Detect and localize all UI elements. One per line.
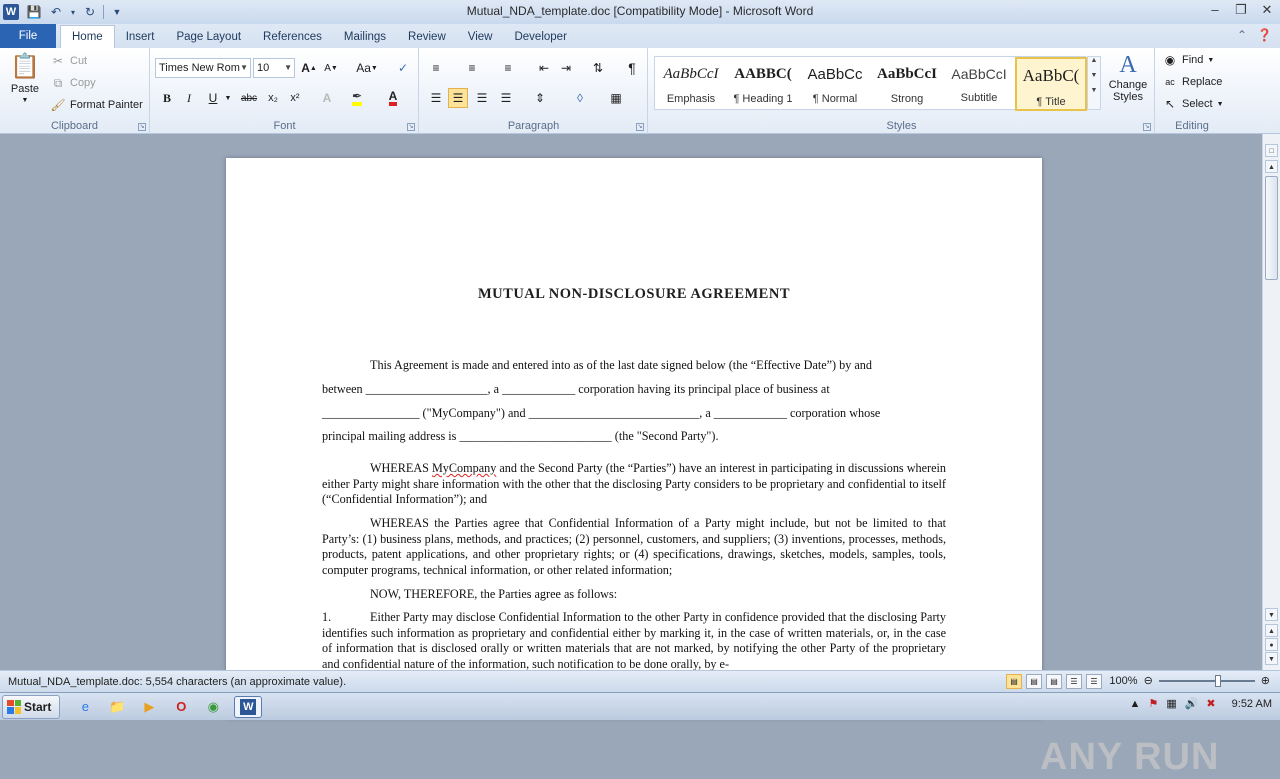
chevron-down-icon: ▼ xyxy=(370,64,378,72)
previous-page-icon[interactable]: ▲ xyxy=(1265,624,1278,637)
cursor-icon: ↖ xyxy=(1164,97,1176,111)
justify-icon[interactable]: ☰ xyxy=(500,91,512,105)
view-buttons xyxy=(1006,674,1102,689)
paragraph-clause-1: 1. Either Party may disclose Confidential Information to the other Party in confidence provided that the disclosing Party identifies such information as proprietary and confidential either by marking it, in the case of written materials, or, in the case of information that is disclosed orally or written materials that are not marked, by notifying the other Party of the proprietary and confidential nature of the information, such notification to be done orally, by e- xyxy=(322,610,946,671)
status-bar xyxy=(0,670,1280,692)
scroll-up-icon[interactable]: ▲ xyxy=(1265,160,1278,173)
start-button[interactable]: Start xyxy=(2,695,60,719)
chevron-down-icon[interactable]: ▼ xyxy=(224,94,232,102)
zoom-out-icon[interactable]: ⊖ xyxy=(1143,675,1153,687)
chevron-down-icon: ▼ xyxy=(1207,56,1215,64)
tab-references[interactable]: References xyxy=(263,31,322,43)
select-button[interactable]: ↖ Select ▼ xyxy=(1162,96,1224,112)
styles-label: Styles xyxy=(886,120,917,132)
borders-icon[interactable]: ▦ xyxy=(610,91,622,105)
tab-page-layout[interactable]: Page Layout xyxy=(176,31,242,43)
ruler-toggle-icon[interactable]: □ xyxy=(1265,144,1278,157)
binoculars-icon: ◉ xyxy=(1164,53,1176,67)
multilevel-list-icon[interactable]: ≡ xyxy=(504,61,512,75)
shading-icon[interactable]: ◊ xyxy=(577,91,583,105)
undo-icon[interactable]: ↶ xyxy=(50,5,62,19)
change-styles-icon: A xyxy=(1119,52,1137,78)
style-heading-1[interactable]: AABBC( ¶ Heading 1 xyxy=(733,66,793,105)
change-case-button[interactable]: Aa ▼ xyxy=(356,61,378,75)
clock[interactable]: 9:52 AM xyxy=(1231,697,1272,710)
paragraph-label: Paragraph xyxy=(507,120,560,132)
paragraph-intro-line-4: principal mailing address is _________________________ (the "Second Party"). xyxy=(322,429,719,443)
windows-flag-icon xyxy=(7,700,21,714)
style-strong[interactable]: AaBbCcI Strong xyxy=(876,66,937,105)
redo-icon[interactable]: ↻ xyxy=(84,5,96,19)
subscript-button[interactable]: x₂ xyxy=(268,92,278,104)
tab-file[interactable]: File xyxy=(0,24,56,48)
tab-developer[interactable]: Developer xyxy=(514,31,567,43)
minimize-icon[interactable]: – xyxy=(1211,2,1219,17)
browse-object-icon[interactable]: ● xyxy=(1265,638,1278,651)
pilcrow-icon[interactable]: ¶ xyxy=(628,60,636,76)
font-label: Font xyxy=(273,120,296,132)
find-button[interactable]: ◉ Find ▼ xyxy=(1162,52,1214,68)
document-title: MUTUAL NON-DISCLOSURE AGREEMENT xyxy=(478,286,790,302)
bullets-icon[interactable]: ≡ xyxy=(432,61,440,75)
font-launcher-icon[interactable]: ↘ xyxy=(408,124,414,130)
outline-icon[interactable]: ☰ xyxy=(1066,674,1082,689)
web-layout-icon[interactable]: ▤ xyxy=(1046,674,1062,689)
copy-button[interactable]: ⧉ Copy xyxy=(50,75,96,91)
zoom-in-icon[interactable]: ⊕ xyxy=(1260,675,1270,687)
paragraph-launcher-icon[interactable]: ↘ xyxy=(637,124,643,130)
title-bar xyxy=(0,0,1280,24)
line-spacing-icon[interactable]: ⇕ xyxy=(534,91,546,105)
superscript-button[interactable]: x² xyxy=(290,92,300,104)
tab-home[interactable]: Home xyxy=(60,25,115,48)
decrease-indent-icon[interactable]: ⇤ xyxy=(538,61,550,75)
tab-view[interactable]: View xyxy=(467,31,493,43)
paragraph-intro-line-2: between ____________________, a ____________ corporation having its principal place of business at xyxy=(322,382,830,396)
replace-icon: ac xyxy=(1165,77,1175,87)
strikethrough-button[interactable]: abc xyxy=(240,92,258,104)
speaker-icon[interactable]: 🔊 xyxy=(1184,698,1199,710)
clipboard-icon: 📋 xyxy=(10,53,40,80)
chevron-up-icon[interactable]: ▲ xyxy=(1090,57,1098,64)
shrink-font-icon[interactable]: A ▼ xyxy=(324,62,338,74)
clipboard-launcher-icon[interactable]: ↘ xyxy=(139,124,145,130)
chevron-down-icon: ▼ xyxy=(240,63,248,72)
style-normal[interactable]: AaBbCc ¶ Normal xyxy=(807,66,863,105)
replace-button[interactable]: ac Replace xyxy=(1162,74,1222,90)
clipboard-group xyxy=(0,48,150,134)
chevron-down-icon[interactable]: ▼ xyxy=(1090,72,1098,79)
tray-expand-icon[interactable]: ▲ xyxy=(1129,697,1141,710)
word-app-icon[interactable]: W xyxy=(3,4,19,20)
text-effects-icon[interactable]: A xyxy=(322,91,332,105)
clear-formatting-icon[interactable]: ✓ xyxy=(397,61,409,75)
zoom-slider[interactable] xyxy=(1159,680,1255,682)
sort-icon[interactable]: ⇅ xyxy=(592,61,604,75)
align-left-icon[interactable]: ☰ xyxy=(430,91,442,105)
cut-button[interactable]: ✂ Cut xyxy=(50,53,87,69)
font-color-icon[interactable]: A xyxy=(383,88,403,108)
zoom-slider-thumb[interactable] xyxy=(1215,675,1221,687)
maximize-icon[interactable]: ❐ xyxy=(1235,2,1247,17)
scroll-down-icon[interactable]: ▼ xyxy=(1265,608,1278,621)
more-styles-icon[interactable]: ▼ xyxy=(1090,87,1098,94)
clipboard-label: Clipboard xyxy=(50,120,99,132)
watermark-logo: ANY RUN xyxy=(1040,736,1220,778)
paste-button[interactable]: 📋 Paste ▼ xyxy=(10,53,40,104)
change-styles-button[interactable]: A Change Styles xyxy=(1108,52,1148,103)
zoom-control xyxy=(1109,674,1270,687)
paragraph-group xyxy=(420,48,648,134)
font-group xyxy=(151,48,419,134)
paragraph-intro-line-3: ________________ ("MyCompany") and ____________________________, a ____________ corporation whose xyxy=(322,406,881,420)
format-painter-button[interactable]: 🖌 Format Painter xyxy=(50,98,143,112)
paintbrush-icon: 🖌 xyxy=(50,98,66,112)
align-center-icon[interactable]: ☰ xyxy=(448,88,468,108)
italic-button[interactable]: I xyxy=(187,90,191,105)
styles-gallery xyxy=(654,56,1086,110)
taskbar xyxy=(0,692,1280,720)
increase-indent-icon[interactable]: ⇥ xyxy=(560,61,572,75)
next-page-icon[interactable]: ▼ xyxy=(1265,652,1278,665)
system-tray xyxy=(1130,697,1272,710)
paragraph-whereas-1: WHEREAS MyCompany and the Second Party (the “Parties”) have an interest in participating in discussions wherein either Party might share information with the other that the disclosing Party considers to be proprietary and confidential to itself (“Confidential Information”); and xyxy=(322,461,946,506)
tab-insert[interactable]: Insert xyxy=(125,31,155,43)
styles-launcher-icon[interactable]: ↘ xyxy=(1144,124,1150,130)
window-title: Mutual_NDA_template.doc [Compatibility Mode] - Microsoft Word xyxy=(466,4,814,18)
align-right-icon[interactable]: ☰ xyxy=(476,91,488,105)
chevron-down-icon: ▼ xyxy=(284,63,292,72)
font-size-combo[interactable]: 10 ▼ xyxy=(253,58,295,78)
ribbon-controls xyxy=(1237,28,1272,42)
tab-mailings[interactable]: Mailings xyxy=(343,31,387,43)
style-emphasis[interactable]: AaBbCcI Emphasis xyxy=(663,66,719,105)
scissors-icon: ✂ xyxy=(52,54,64,68)
dropdown-icon[interactable]: ▾ xyxy=(70,7,75,17)
minimize-ribbon-icon[interactable]: ⌃ xyxy=(1236,28,1248,42)
flag-icon[interactable]: ⚑ xyxy=(1148,698,1159,710)
ribbon xyxy=(0,48,1280,134)
editing-group xyxy=(1156,48,1228,134)
network-icon[interactable]: ▦ xyxy=(1166,698,1177,710)
window-controls xyxy=(1208,2,1274,18)
media-player-icon[interactable]: ▶ xyxy=(144,698,155,714)
shield-icon[interactable]: ✖ xyxy=(1206,698,1216,710)
close-icon[interactable]: ✕ xyxy=(1261,2,1273,17)
opera-icon[interactable]: O xyxy=(176,699,187,714)
underline-button[interactable]: U xyxy=(208,91,218,105)
help-icon[interactable]: ❓ xyxy=(1257,28,1272,42)
full-screen-reading-icon[interactable]: ▤ xyxy=(1026,674,1042,689)
numbering-icon[interactable]: ≡ xyxy=(468,61,476,75)
copy-icon: ⧉ xyxy=(53,75,63,90)
vertical-scrollbar[interactable] xyxy=(1262,134,1280,670)
customize-icon[interactable]: ▼ xyxy=(112,7,122,17)
tab-review[interactable]: Review xyxy=(408,31,446,43)
misspelled-word[interactable]: MyCompany xyxy=(431,461,497,475)
grow-font-icon[interactable]: A ▲ xyxy=(301,61,317,75)
chevron-down-icon: ▼ xyxy=(1216,100,1224,108)
chrome-icon[interactable]: ◉ xyxy=(207,698,220,714)
paragraph-now-therefore: NOW, THEREFORE, the Parties agree as follows: xyxy=(370,587,618,601)
status-text[interactable]: Mutual_NDA_template.doc: 5,554 characters (an approximate value). xyxy=(8,675,347,688)
styles-scroll[interactable] xyxy=(1087,56,1101,110)
document-page[interactable] xyxy=(226,158,1042,718)
font-name-combo[interactable]: Times New Rom ▼ xyxy=(155,58,251,78)
folder-icon[interactable]: 📁 xyxy=(109,698,126,714)
paragraph-intro-line-1: This Agreement is made and entered into as of the last date signed below (the “Effective Date”) by and xyxy=(370,358,872,372)
bold-button[interactable]: B xyxy=(162,90,171,105)
ribbon-tabs xyxy=(0,24,1280,48)
print-layout-icon[interactable]: ▤ xyxy=(1006,674,1022,689)
save-icon[interactable]: 💾 xyxy=(26,5,42,19)
highlight-icon[interactable]: ✒ xyxy=(347,88,367,108)
word-taskbar-icon[interactable]: W xyxy=(234,696,262,718)
paragraph-whereas-2: WHEREAS the Parties agree that Confidential Information of a Party might include, but not be limited to that Party’s: (1) business plans, methods, and practices; (2) personnel, customers, and suppliers; (3) inventions, processes, methods, products, patent applications, and other proprietary rights; or (4) specifications, drawings, sketches, models, samples, tools, computer programs, technical information, or other related information; xyxy=(322,516,946,577)
chevron-down-icon: ▼ xyxy=(21,97,29,104)
internet-explorer-icon[interactable]: e xyxy=(81,699,89,714)
style-subtitle[interactable]: AaBbCcI Subtitle xyxy=(951,66,1007,104)
draft-icon[interactable]: ☰ xyxy=(1086,674,1102,689)
editing-label: Editing xyxy=(1175,120,1209,132)
zoom-level[interactable]: 100% xyxy=(1109,674,1138,687)
scroll-thumb[interactable] xyxy=(1265,176,1278,280)
style-title[interactable]: AaBbC( ¶ Title xyxy=(1015,57,1087,111)
